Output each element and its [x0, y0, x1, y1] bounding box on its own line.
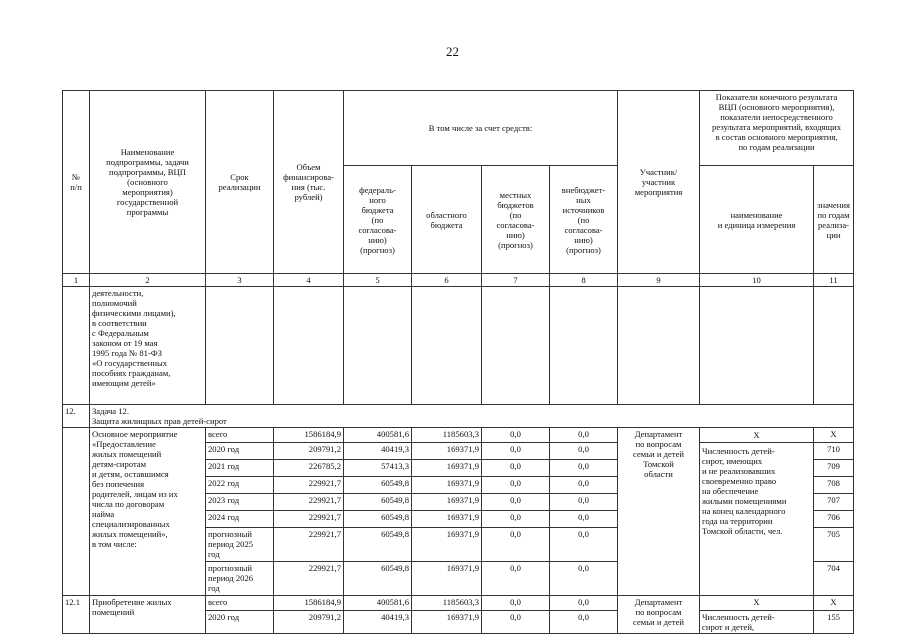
regional-cell: 169371,9: [412, 611, 482, 634]
period-cell: всего: [206, 428, 274, 443]
task-title: [90, 405, 854, 428]
col-number-3: 3: [206, 274, 274, 287]
federal-cell: 400581,6: [344, 428, 412, 443]
total-cell: 1586184,9: [274, 596, 344, 611]
value-cell: 155: [814, 611, 854, 634]
period-cell: прогнозный период 2026 год: [206, 562, 274, 596]
extrabudget-cell: 0,0: [550, 611, 618, 634]
header-sources-group: В том числе за счет средств:: [344, 91, 618, 166]
local-cell: 0,0: [482, 494, 550, 511]
total-cell: 229921,7: [274, 511, 344, 528]
sub-event-name: Приобретение жилых помещений: [90, 596, 206, 634]
local-cell: 0,0: [482, 511, 550, 528]
task-row: [63, 405, 854, 428]
value-cell: 706: [814, 511, 854, 528]
local-cell: 0,0: [482, 611, 550, 634]
extrabudget-cell: 0,0: [550, 528, 618, 562]
local-cell: 0,0: [482, 443, 550, 460]
total-cell: 229921,7: [274, 477, 344, 494]
col-number-6: 6: [412, 274, 482, 287]
task-title-line2: Защита жилищных прав детей-сирот: [92, 416, 227, 426]
local-cell: 0,0: [482, 477, 550, 494]
header-col-name: Наименование подпрограммы, задачи подпрограммы, ВЦП (основного мероприятия) государственной программы: [90, 91, 206, 274]
extrabudget-cell: 0,0: [550, 477, 618, 494]
task-number: 12.: [63, 405, 90, 428]
value-cell: 709: [814, 460, 854, 477]
period-cell: 2024 год: [206, 511, 274, 528]
header-results-group: Показатели конечного результата ВЦП (основного мероприятия), показатели непосредственного результата мероприятий, входящих в состав основного мероприятия, по годам реализации: [700, 91, 854, 166]
period-cell: 2023 год: [206, 494, 274, 511]
value-cell: 710: [814, 443, 854, 460]
extrabudget-cell: 0,0: [550, 428, 618, 443]
regional-cell: 169371,9: [412, 528, 482, 562]
federal-cell: 400581,6: [344, 596, 412, 611]
value-cell: Х: [814, 428, 854, 443]
col-number-9: 9: [618, 274, 700, 287]
header-col-local: местных бюджетов (по согласова- нию) (прогноз): [482, 166, 550, 274]
main-event-name: Основное мероприятие «Предоставление жилых помещений детям-сиротам и детям, оставшимся без попечения родителей, лицам из их числа по договорам найма специализированных жилых помещений», в том числе:: [90, 428, 206, 596]
sub-event-indicator: Численность детей- сирот и детей,: [700, 611, 814, 634]
federal-cell: 40419,3: [344, 443, 412, 460]
col-number-7: 7: [482, 274, 550, 287]
continuation-text: деятельности, полномочий физическими лицами), в соответствии с Федеральным законом от 19 мая 1995 года № 81-ФЗ «О государственных пособиях гражданам, имеющим детей»: [90, 287, 206, 405]
header-col-extrabudget: внебюджет- ных источников (по согласова- нию) (прогноз): [550, 166, 618, 274]
value-cell: Х: [814, 596, 854, 611]
local-cell: 0,0: [482, 460, 550, 477]
main-event-row: [63, 428, 854, 443]
federal-cell: 60549,8: [344, 511, 412, 528]
header-col-regional: областного бюджета: [412, 166, 482, 274]
extrabudget-cell: 0,0: [550, 511, 618, 528]
regional-cell: 169371,9: [412, 443, 482, 460]
page-number: 22: [446, 44, 459, 59]
total-cell: 226785,2: [274, 460, 344, 477]
federal-cell: 57413,3: [344, 460, 412, 477]
total-cell: 229921,7: [274, 562, 344, 596]
regional-cell: 169371,9: [412, 494, 482, 511]
federal-cell: 60549,8: [344, 528, 412, 562]
regional-cell: 169371,9: [412, 562, 482, 596]
col-number-8: 8: [550, 274, 618, 287]
total-cell: 209791,2: [274, 443, 344, 460]
col-number-1: 1: [63, 274, 90, 287]
col-number-10: 10: [700, 274, 814, 287]
period-cell: 2020 год: [206, 611, 274, 634]
period-cell: 2022 год: [206, 477, 274, 494]
value-cell: 704: [814, 562, 854, 596]
value-cell: 705: [814, 528, 854, 562]
extrabudget-cell: 0,0: [550, 494, 618, 511]
col-number-4: 4: [274, 274, 344, 287]
regional-cell: 1185603,3: [412, 596, 482, 611]
total-cell: 229921,7: [274, 494, 344, 511]
header-col-participant: Участник/ участник мероприятия: [618, 91, 700, 274]
regional-cell: 1185603,3: [412, 428, 482, 443]
period-cell: 2020 год: [206, 443, 274, 460]
federal-cell: 60549,8: [344, 494, 412, 511]
local-cell: 0,0: [482, 562, 550, 596]
col-number-11: 11: [814, 274, 854, 287]
federal-cell: 60549,8: [344, 477, 412, 494]
header-col-indicator-value: значения по годам реализа- ции: [814, 166, 854, 274]
extrabudget-cell: 0,0: [550, 562, 618, 596]
header-col-federal: федераль- ного бюджета (по согласова- нию) (прогноз): [344, 166, 412, 274]
regional-cell: 169371,9: [412, 477, 482, 494]
col-number-2: 2: [90, 274, 206, 287]
period-cell: прогнозный период 2025 год: [206, 528, 274, 562]
extrabudget-cell: 0,0: [550, 596, 618, 611]
col-number-5: 5: [344, 274, 412, 287]
extrabudget-cell: 0,0: [550, 443, 618, 460]
total-cell: 209791,2: [274, 611, 344, 634]
continuation-row: [63, 287, 854, 405]
period-cell: всего: [206, 596, 274, 611]
main-event-participant: Департамент по вопросам семьи и детей Томской области: [618, 428, 700, 596]
header-col-indicator-name: наименование и единица измерения: [700, 166, 814, 274]
header-col-period: Срок реализации: [206, 91, 274, 274]
header-row-1: [63, 91, 854, 166]
header-col-number: № п/п: [63, 91, 90, 274]
sub-event-row: [63, 596, 854, 611]
total-cell: 229921,7: [274, 528, 344, 562]
task-title-line1: Задача 12.: [92, 406, 129, 416]
sub-event-number: 12.1: [63, 596, 90, 634]
program-table: [62, 90, 854, 634]
federal-cell: 60549,8: [344, 562, 412, 596]
column-numbers-row: [63, 274, 854, 287]
total-cell: 1586184,9: [274, 428, 344, 443]
local-cell: 0,0: [482, 428, 550, 443]
sub-indicator-total-name: Х: [700, 596, 814, 611]
value-cell: 708: [814, 477, 854, 494]
header-col-volume: Объем финансирова- ния (тыс. рублей): [274, 91, 344, 274]
federal-cell: 40419,3: [344, 611, 412, 634]
local-cell: 0,0: [482, 596, 550, 611]
sub-event-participant: Департамент по вопросам семьи и детей: [618, 596, 700, 634]
local-cell: 0,0: [482, 528, 550, 562]
regional-cell: 169371,9: [412, 460, 482, 477]
value-cell: 707: [814, 494, 854, 511]
extrabudget-cell: 0,0: [550, 460, 618, 477]
period-cell: 2021 год: [206, 460, 274, 477]
regional-cell: 169371,9: [412, 511, 482, 528]
main-event-indicator: Численность детей- сирот, имеющих и не реализовавших своевременно право на обеспечение жилыми помещениями на конец календарного года на территории Томской области, чел.: [700, 443, 814, 596]
indicator-total-name: Х: [700, 428, 814, 443]
